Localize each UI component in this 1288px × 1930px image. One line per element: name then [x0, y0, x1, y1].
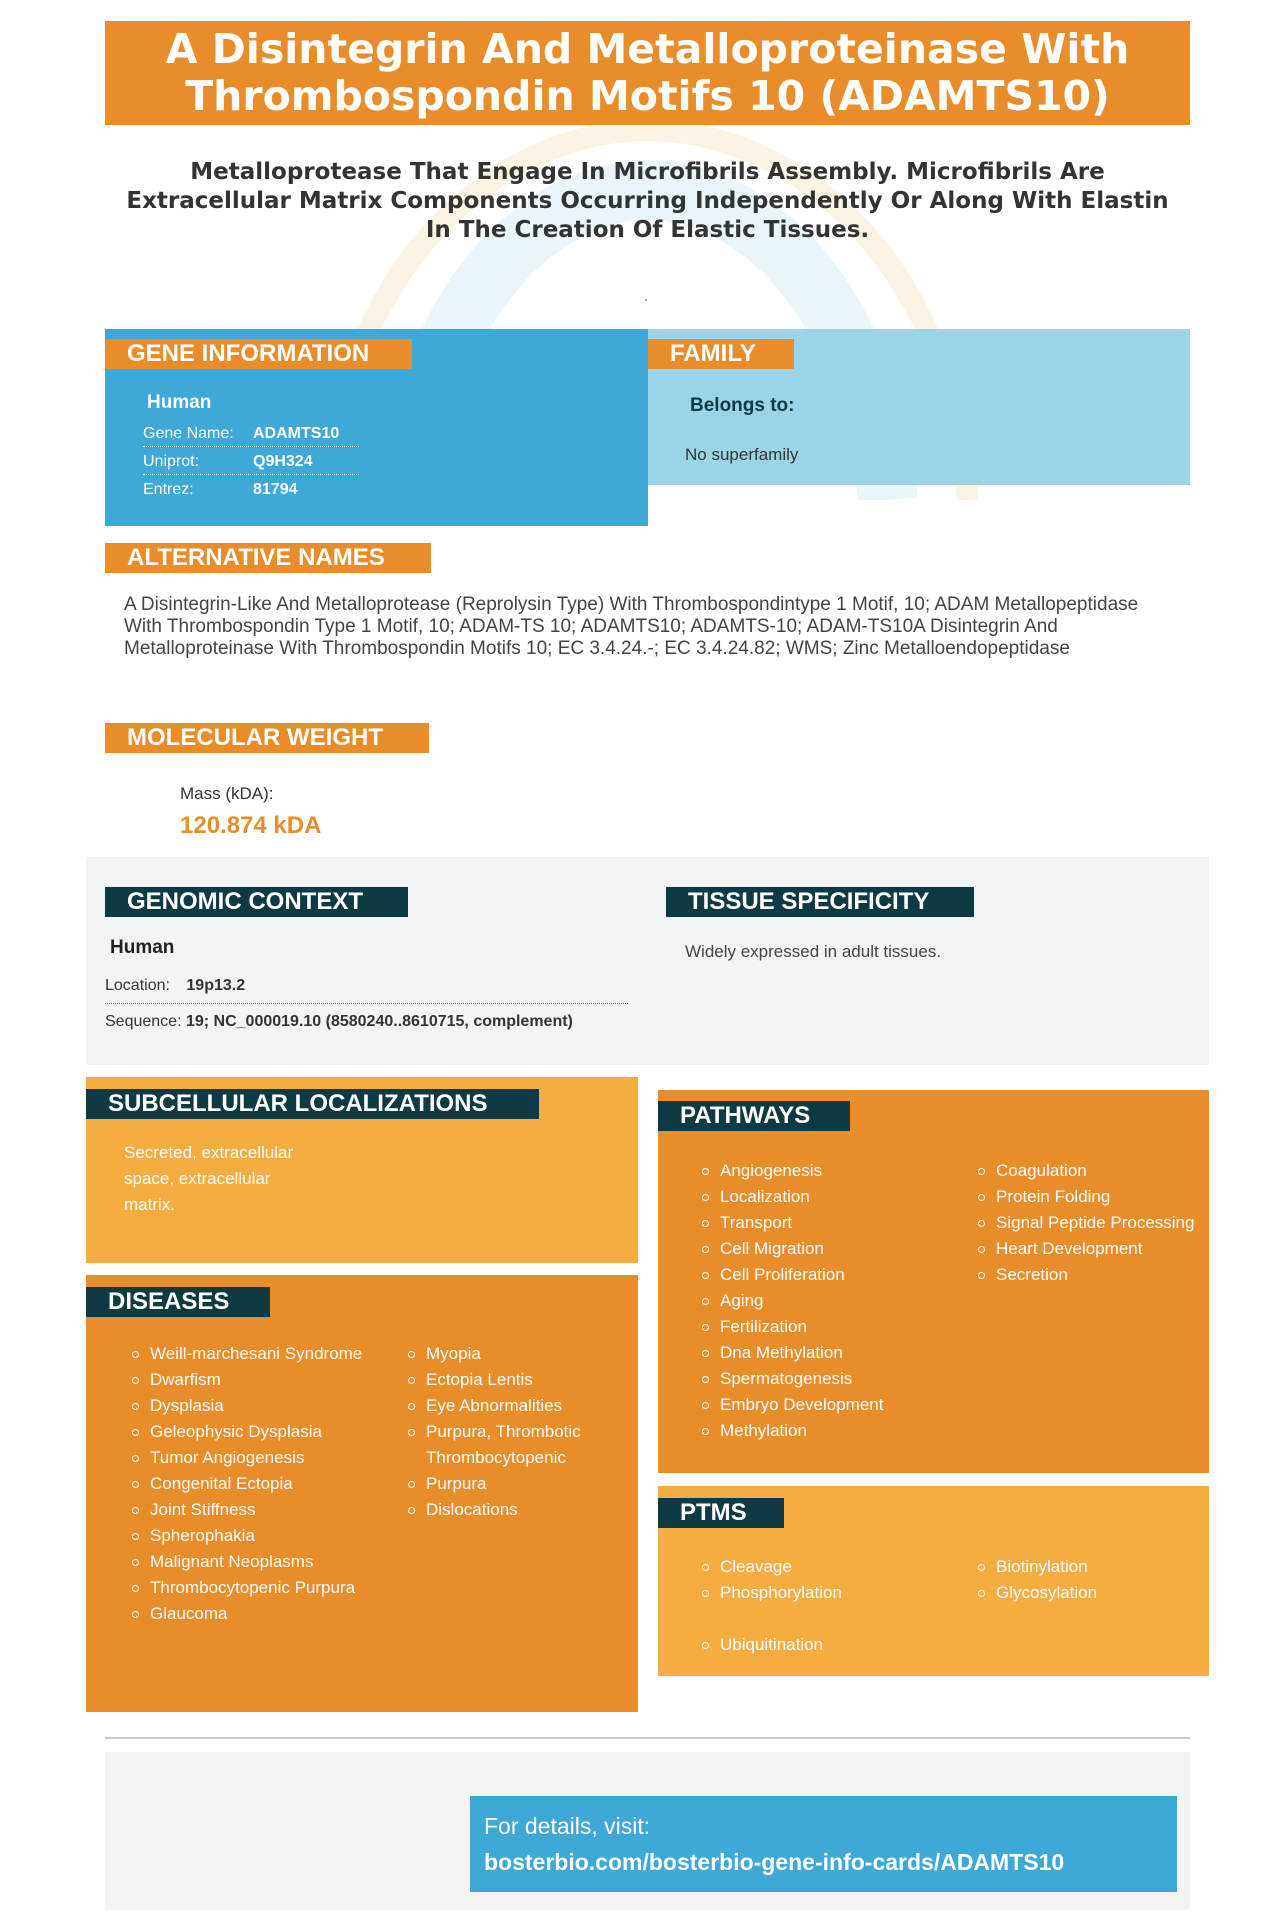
uniprot-value: Q9H324 — [253, 453, 313, 470]
list-item: Signal Peptide Processing — [976, 1210, 1196, 1236]
subcellular-localizations-text: Secreted, extracellular space, extracellular matrix. — [124, 1143, 294, 1214]
list-item: Transport — [700, 1210, 940, 1236]
mass-label: Mass (kDA): — [180, 784, 274, 803]
list-item: Thrombocytopenic Purpura — [130, 1575, 370, 1601]
family-belongs-label: Belongs to: — [690, 395, 795, 416]
page-title: A Disintegrin And Metalloproteinase With Thrombospondin Motifs 10 (ADAMTS10) — [105, 21, 1190, 125]
diseases-heading: DISEASES — [86, 1287, 270, 1317]
list-item: Purpura, Thrombotic Thrombocytopenic — [406, 1419, 626, 1471]
list-item: Ectopia Lentis — [406, 1367, 626, 1393]
gene-species: Human — [147, 392, 212, 413]
list-item: Cell Migration — [700, 1236, 940, 1262]
list-item: Methylation — [700, 1418, 940, 1444]
entrez-label: Entrez: — [143, 481, 194, 498]
uniprot-label: Uniprot: — [143, 453, 200, 470]
genomic-sequence-row — [105, 1013, 573, 1031]
list-item: Angiogenesis — [700, 1158, 940, 1184]
list-item: Dwarfism — [130, 1367, 370, 1393]
gene-information-heading: GENE INFORMATION — [105, 339, 412, 369]
list-item: Eye Abnormalities — [406, 1393, 626, 1419]
entrez-value: 81794 — [253, 481, 298, 498]
list-item: Biotinylation — [976, 1554, 1196, 1580]
list-item: Dislocations — [406, 1497, 626, 1523]
subcellular-localizations-heading: SUBCELLULAR LOCALIZATIONS — [86, 1089, 539, 1119]
footer-visit-label: For details, visit: — [484, 1813, 651, 1839]
list-item: Joint Stiffness — [130, 1497, 370, 1523]
tissue-specificity-text: Widely expressed in adult tissues. — [685, 942, 942, 961]
separator-dot: . — [644, 288, 648, 304]
list-item: Coagulation — [976, 1158, 1196, 1184]
ptms-list-left — [700, 1554, 940, 1606]
list-item: Phosphorylation — [700, 1580, 940, 1606]
genomic-species: Human — [110, 937, 175, 958]
list-item: Fertilization — [700, 1314, 940, 1340]
mass-value: 120.874 kDA — [180, 812, 322, 839]
subcellular-localizations-panel — [86, 1077, 638, 1263]
ptms-heading: PTMS — [658, 1498, 784, 1528]
list-item: Congenital Ectopia — [130, 1471, 370, 1497]
list-item: Dna Methylation — [700, 1340, 940, 1366]
list-item: Embryo Development — [700, 1392, 940, 1418]
diseases-panel — [86, 1275, 638, 1712]
list-item: Glaucoma — [130, 1601, 370, 1627]
footer-link-box[interactable] — [470, 1796, 1177, 1892]
entrez-row — [143, 481, 298, 499]
ptms-list-bottom — [700, 1632, 940, 1658]
list-item: Myopia — [406, 1341, 626, 1367]
sequence-label: Sequence: — [105, 1013, 182, 1030]
list-item: Cleavage — [700, 1554, 940, 1580]
gene-information-panel — [105, 329, 648, 526]
gene-name-row — [143, 425, 359, 447]
family-value: No superfamily — [685, 445, 799, 464]
list-item: Purpura — [406, 1471, 626, 1497]
family-heading: FAMILY — [648, 339, 794, 369]
pathways-list-right — [976, 1158, 1196, 1288]
tissue-specificity-heading: TISSUE SPECIFICITY — [666, 887, 974, 917]
list-item: Malignant Neoplasms — [130, 1549, 370, 1575]
location-value: 19p13.2 — [186, 977, 246, 994]
list-item: Dysplasia — [130, 1393, 370, 1419]
list-item: Secretion — [976, 1262, 1196, 1288]
list-item: Cell Proliferation — [700, 1262, 940, 1288]
list-item: Spherophakia — [130, 1523, 370, 1549]
list-item: Localization — [700, 1184, 940, 1210]
ptms-list-right — [976, 1554, 1196, 1606]
pathways-list-left — [700, 1158, 940, 1444]
gene-name-label: Gene Name: — [143, 425, 234, 442]
list-item: Ubiquitination — [700, 1632, 940, 1658]
page-subtitle: Metalloprotease That Engage In Microfibrils Assembly. Microfibrils Are Extracellular Matrix Components Occurring Independently Or Along With Elastin In The Creation Of Elastic Tissues. — [126, 159, 1169, 243]
genomic-location-row — [105, 977, 628, 1004]
diseases-list-left — [130, 1341, 370, 1627]
family-panel — [648, 329, 1190, 485]
diseases-list-right — [406, 1341, 626, 1523]
list-item: Protein Folding — [976, 1184, 1196, 1210]
location-label: Location: — [105, 977, 170, 994]
uniprot-row — [143, 453, 359, 475]
footer-divider — [105, 1737, 1190, 1739]
genomic-context-heading: GENOMIC CONTEXT — [105, 887, 408, 917]
alternative-names-heading: ALTERNATIVE NAMES — [105, 543, 431, 573]
molecular-weight-heading: MOLECULAR WEIGHT — [105, 723, 429, 753]
list-item: Geleophysic Dysplasia — [130, 1419, 370, 1445]
pathways-heading: PATHWAYS — [658, 1101, 850, 1131]
gene-name-value: ADAMTS10 — [253, 425, 340, 442]
alternative-names-text: A Disintegrin-Like And Metalloprotease (Reprolysin Type) With Thrombospondintype 1 Motif, 10; ADAM Metallopeptidase With Thrombospondin Type 1 Motif, 10; ADAM-TS 10; ADAMTS10; ADAMTS-10; ADAM-TS10A Disintegrin And Metalloproteinase With Thrombospondin Motifs 10; EC 3.4.24.-; EC 3.4.24.82; WMS; Zinc Metalloendopeptidase — [124, 594, 1139, 659]
sequence-value: 19; NC_000019.10 (8580240..8610715, complement) — [185, 1013, 573, 1030]
list-item: Spermatogenesis — [700, 1366, 940, 1392]
ptms-panel — [658, 1486, 1209, 1676]
list-item: Tumor Angiogenesis — [130, 1445, 370, 1471]
list-item: Heart Development — [976, 1236, 1196, 1262]
list-item: Aging — [700, 1288, 940, 1314]
list-item: Glycosylation — [976, 1580, 1196, 1606]
list-item: Weill-marchesani Syndrome — [130, 1341, 370, 1367]
pathways-panel — [658, 1090, 1209, 1473]
footer-url-link[interactable]: bosterbio.com/bosterbio-gene-info-cards/ADAMTS10 — [484, 1849, 1065, 1875]
